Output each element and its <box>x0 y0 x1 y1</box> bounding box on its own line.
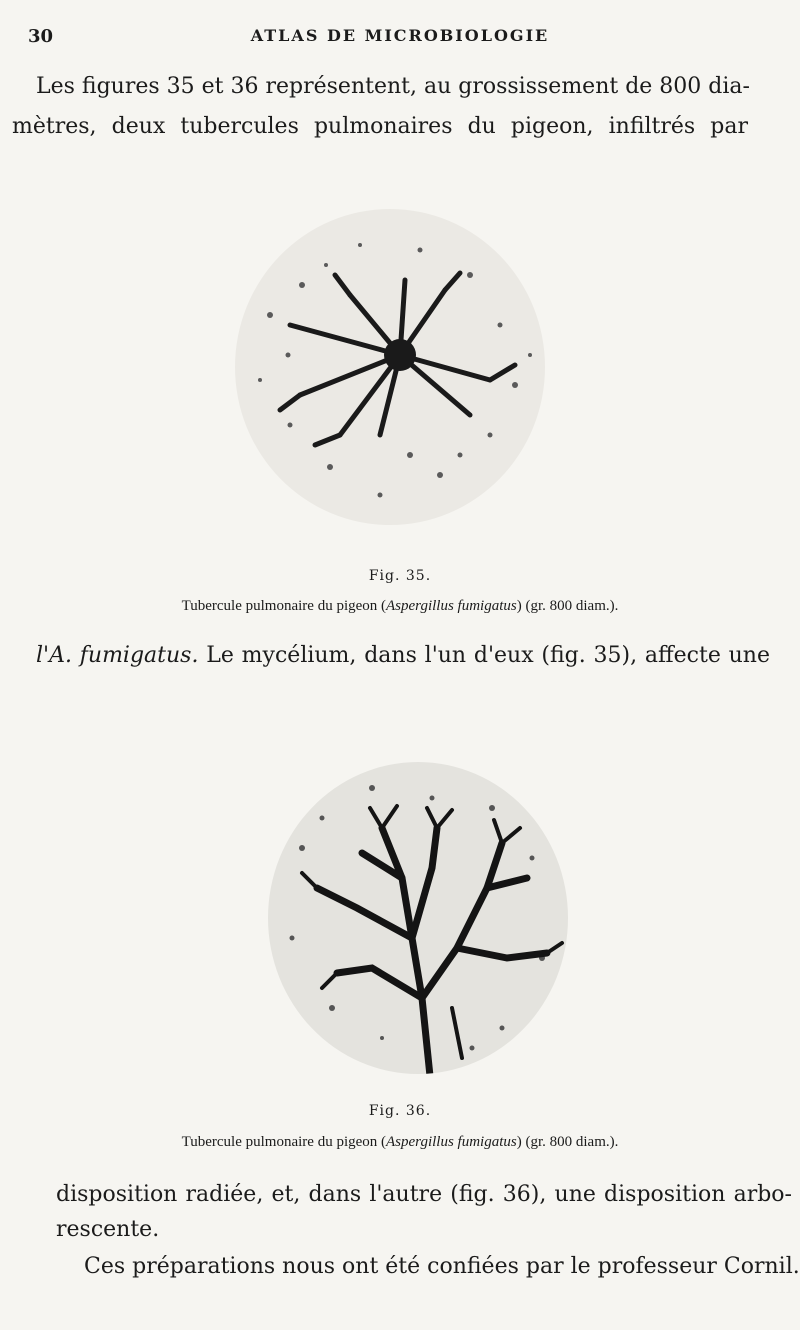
figure-35-plate <box>230 205 550 530</box>
paragraph-2-text: Le mycélium, dans l'un d'eux (fig. 35), affecte une <box>198 643 770 668</box>
paragraph-3-line-1: disposition radiée, et, dans l'autre (fig. 36), une disposition arbo- <box>56 1182 792 1207</box>
figure-35-caption-start: Tubercule pulmonaire du pigeon ( <box>181 598 387 614</box>
figure-36-label: Fig. 36. <box>368 1103 432 1119</box>
page-number: 30 <box>28 26 54 47</box>
figure-36-caption-start: Tubercule pulmonaire du pigeon ( <box>181 1134 387 1150</box>
paragraph-2-line-1 <box>36 643 770 668</box>
page-header <box>28 26 772 52</box>
figure-35-caption-species: Aspergillus fumigatus <box>386 598 517 614</box>
figure-35-label: Fig. 35. <box>368 568 432 584</box>
figure-35-caption <box>0 598 800 615</box>
running-title: ATLAS DE MICROBIOLOGIE <box>250 26 550 45</box>
paragraph-1-line-1: Les figures 35 et 36 représentent, au grossissement de 800 dia- <box>36 74 750 99</box>
figure-36-caption-species: Aspergillus fumigatus <box>386 1134 517 1150</box>
paragraph-4-line-1: Ces préparations nous ont été confiées par le professeur Cornil. <box>84 1254 800 1279</box>
paragraph-2-species: l'A. fumigatus. <box>36 643 199 668</box>
figure-36-caption-end: ) (gr. 800 diam.). <box>516 1134 619 1150</box>
figure-36-caption <box>0 1134 800 1151</box>
paragraph-1-line-2: mètres, deux tubercules pulmonaires du pigeon, infiltrés par <box>12 114 748 139</box>
paragraph-3-line-2: rescente. <box>56 1217 160 1242</box>
figure-35-caption-end: ) (gr. 800 diam.). <box>516 598 619 614</box>
figure-36-plate <box>262 758 574 1078</box>
